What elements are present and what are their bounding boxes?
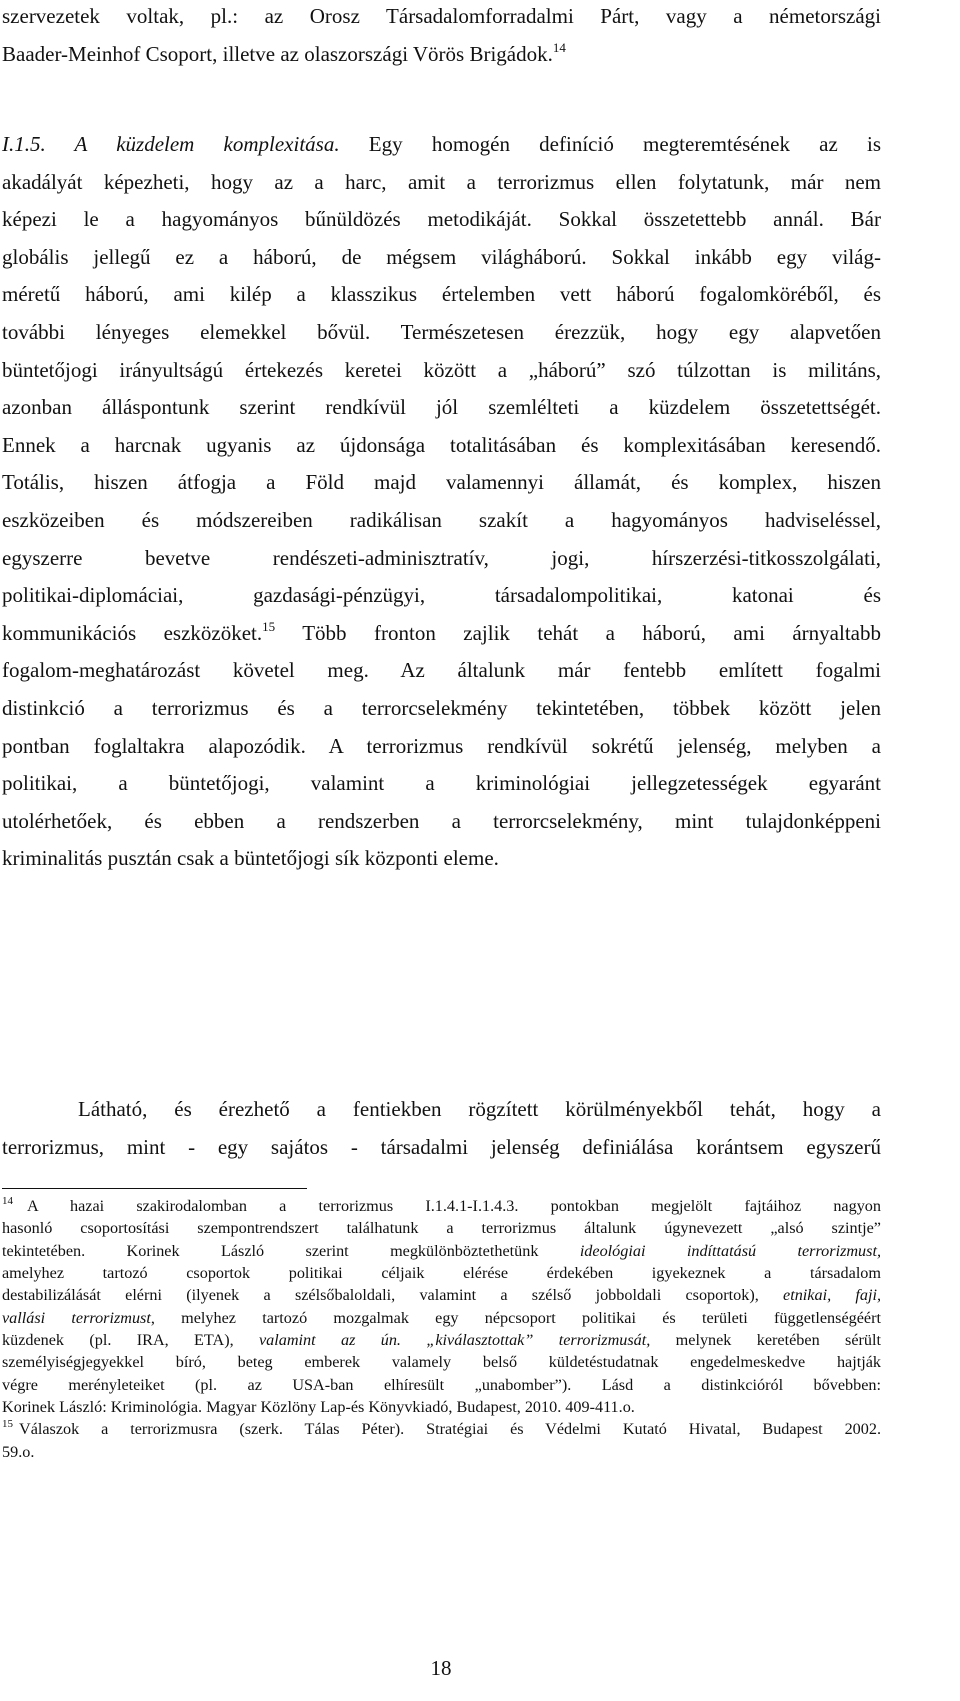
text-line: Látható, és érezhető a fentiekben rögzített körülményekből tehát, hogy a (78, 1097, 881, 1121)
text-line: Ennek a harcnak ugyanis az újdonsága totalitásában és komplexitásában keresendő. (2, 432, 881, 457)
text-line: utolérhetőek, és ebben a rendszerben a terrorcselekmény, mint tulajdonképpeni (2, 808, 881, 833)
footnote-separator (2, 1188, 307, 1189)
text-line: fogalom-meghatározást követel meg. Az általunk már fentebb említett fogalmi (2, 658, 881, 683)
text-line: büntetőjogi irányultságú értekezés keretei között a „háború” szó túlzottan is militáns, (2, 357, 881, 382)
text-line: további lényeges elemekkel bővül. Természetesen érezzük, hogy egy alapvetően (2, 319, 881, 344)
page-number: 18 (430, 1656, 452, 1680)
text-line: politikai, a büntetőjogi, valamint a kriminológiai jellegzetességek egyaránt (2, 771, 881, 796)
text-line: méretű háború, ami kilép a klasszikus értelemben vett háború fogalomköréből, és (2, 282, 881, 307)
text-line: kommunikációs eszközöket.$^{15}$ Több fronton zajlik tehát a háború, ami árnyaltabb (2, 618, 881, 645)
paragraph (2, 1091, 881, 1166)
footnote-line: vallási terrorizmust, melyhez tartozó mozgalmak egy népcsoport politikai és területi függetlenségéért (2, 1308, 881, 1327)
footnote-line: végre merényleteiket (pl. az USA-ban elhíresült „unabomber”). Lásd a distinkcióról bővebben: (2, 1375, 881, 1394)
footnotes (2, 1195, 881, 1463)
footnote-14 (2, 1195, 881, 1418)
text-line: politikai-diplomáciai, gazdasági-pénzügyi, társadalompolitikai, katonai és (2, 583, 881, 608)
text-line: I.1.5. A küzdelem komplexitása. Egy homogén definíció megteremtésének az is (2, 132, 881, 156)
footnote-number: 14 (2, 1195, 13, 1207)
text-line: kriminalitás pusztán csak a büntetőjogi sík központi eleme. (2, 846, 499, 871)
footnote-15 (2, 1418, 881, 1463)
text-line: azonban álláspontunk szerint rendkívül jól szemlélteti a küzdelem összetettségét. (2, 395, 881, 420)
section-paragraph (2, 126, 881, 878)
footnote-line: 59.o. (2, 1442, 35, 1461)
footnote-line: amelyhez tartozó csoportok politikai céljaik elérése érdekében igyekeznek a társadalom (2, 1264, 881, 1283)
text-line: szervezetek voltak, pl.: az Orosz Társadalomforradalmi Párt, vagy a németországi (2, 4, 881, 28)
section-heading: I.1.5. A küzdelem komplexitása. (2, 132, 340, 156)
text-line: globális jellegű ez a háború, de mégsem világháború. Sokkal inkább egy világ- (2, 244, 881, 269)
footnote-line: $^{14}$ A hazai szakirodalomban a terrorizmus I.1.4.1-I.1.4.3. pontokban megjelölt fajtáihoz nagyon (2, 1195, 881, 1215)
text-line: akadályát képezheti, hogy az a harc, amit a terrorizmus ellen folytatunk, már nem (2, 169, 881, 194)
footnote-line: $^{15}$ Válaszok a terrorizmusra (szerk. Tálas Péter). Stratégiai és Védelmi Kutató Hivatal, Budapest 2002. (2, 1418, 881, 1439)
footnote-ref-15[interactable]: 15 (262, 618, 276, 634)
text-line: Totális, hiszen átfogja a Föld majd valamennyi államát, és komplex, hiszen (2, 470, 881, 495)
footnote-number: 15 (2, 1418, 13, 1431)
footnote-line: destabilizálását elérni (ilyenek a szélsőbaloldali, valamint a szélső jobboldali csoportok), etnikai, faji, (2, 1286, 881, 1305)
text-line: eszközeiben és módszereiben radikálisan szakít a hagyományos hadviseléssel, (2, 507, 881, 532)
footnote-line: tekintetében. Korinek László szerint megkülönböztethetünk ideológiai indíttatású terrorizmust, (2, 1241, 881, 1260)
text-line: egyszerre bevetve rendészeti-adminisztratív, jogi, hírszerzési-titkosszolgálati, (2, 545, 881, 570)
paragraph-continuation (2, 0, 881, 73)
text-line: Baader-Meinhof Csoport, illetve az olaszországi Vörös Brigádok.$^{14}$ (2, 39, 566, 66)
text-line: distinkció a terrorizmus és a terrorcselekmény tekintetében, többek között jelen (2, 695, 881, 720)
text-line: pontban foglaltakra alapozódik. A terrorizmus rendkívül sokrétű jelenség, melyben a (2, 733, 881, 758)
footnote-line: hasonló csoportosítási szempontrendszert találhatunk a terrorizmus általunk úgynevezett „alsó szintje” (2, 1219, 881, 1238)
text-line: terrorizmus, mint - egy sajátos - társadalmi jelenség definiálása korántsem egyszerű (2, 1134, 881, 1159)
text-line: képezi le a hagyományos bűnüldözés metodikáját. Sokkal összetettebb annál. Bár (2, 207, 881, 232)
footnote-ref-14[interactable]: 14 (552, 39, 566, 55)
footnote-line: küzdenek (pl. IRA, ETA), valamint az ún. „kiválasztottak” terrorizmusát, melynek keretében sérült (2, 1331, 881, 1350)
footnote-line: személyiségjegyekkel bíró, beteg emberek valamely belső küldetéstudatnak engedelmeskedve hajtják (2, 1353, 881, 1372)
footnote-line: Korinek László: Kriminológia. Magyar Közlöny Lap-és Könyvkiadó, Budapest, 2010. 409-411.o. (2, 1398, 635, 1417)
